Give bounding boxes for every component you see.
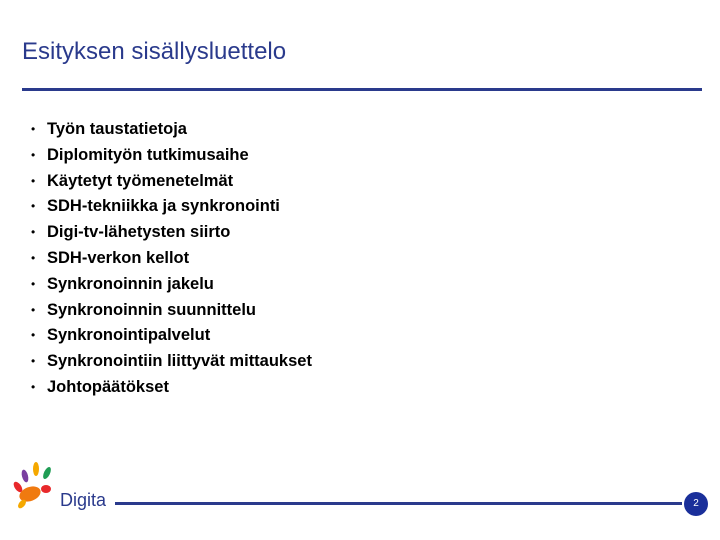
digita-logo [10, 460, 114, 522]
list-item-label: SDH-tekniikka ja synkronointi [47, 197, 280, 216]
list-item-label: Käytetyt työmenetelmät [47, 171, 234, 190]
logo-text: Digita [60, 490, 107, 510]
bullet-icon: • [31, 379, 36, 394]
footer-divider [115, 502, 682, 505]
bullet-icon: • [31, 276, 36, 291]
list-item-label: Synkronoinnin suunnittelu [47, 300, 256, 319]
bullet-icon: • [31, 122, 36, 136]
list-item-label: Johtopäätökset [47, 377, 169, 396]
list-item-label: Digi-tv-lähetysten siirto [47, 223, 231, 242]
list-item [20, 272, 312, 298]
list-item-label: Synkronointipalvelut [47, 326, 211, 345]
page-number-badge: 2 [684, 492, 708, 516]
list-item [20, 323, 312, 349]
slide-title: Esityksen sisällysluettelo [22, 38, 287, 65]
list-item [20, 375, 312, 401]
bullet-icon: • [31, 173, 36, 188]
list-item-label: Synkronoinnin jakelu [47, 274, 214, 293]
list-item [20, 117, 312, 143]
bullet-icon: • [31, 354, 36, 369]
list-item-label: Diplomityön tutkimusaihe [47, 145, 249, 164]
bullet-icon: • [31, 147, 36, 162]
list-item-label: SDH-verkon kellot [47, 248, 190, 267]
title-divider [22, 88, 702, 91]
list-item-label: Työn taustatietoja [47, 120, 187, 138]
list-item [20, 143, 312, 169]
list-item [20, 169, 312, 195]
bullet-icon: • [31, 199, 36, 214]
bullet-icon: • [31, 328, 36, 343]
bullet-icon: • [31, 302, 36, 317]
list-item [20, 246, 312, 272]
list-item [20, 194, 312, 220]
list-item [20, 298, 312, 324]
bullet-icon: • [31, 225, 36, 240]
bullet-list [20, 117, 312, 401]
list-item [20, 220, 312, 246]
list-item [20, 349, 312, 375]
list-item-label: Synkronointiin liittyvät mittaukset [47, 352, 312, 371]
bullet-icon: • [31, 250, 36, 265]
